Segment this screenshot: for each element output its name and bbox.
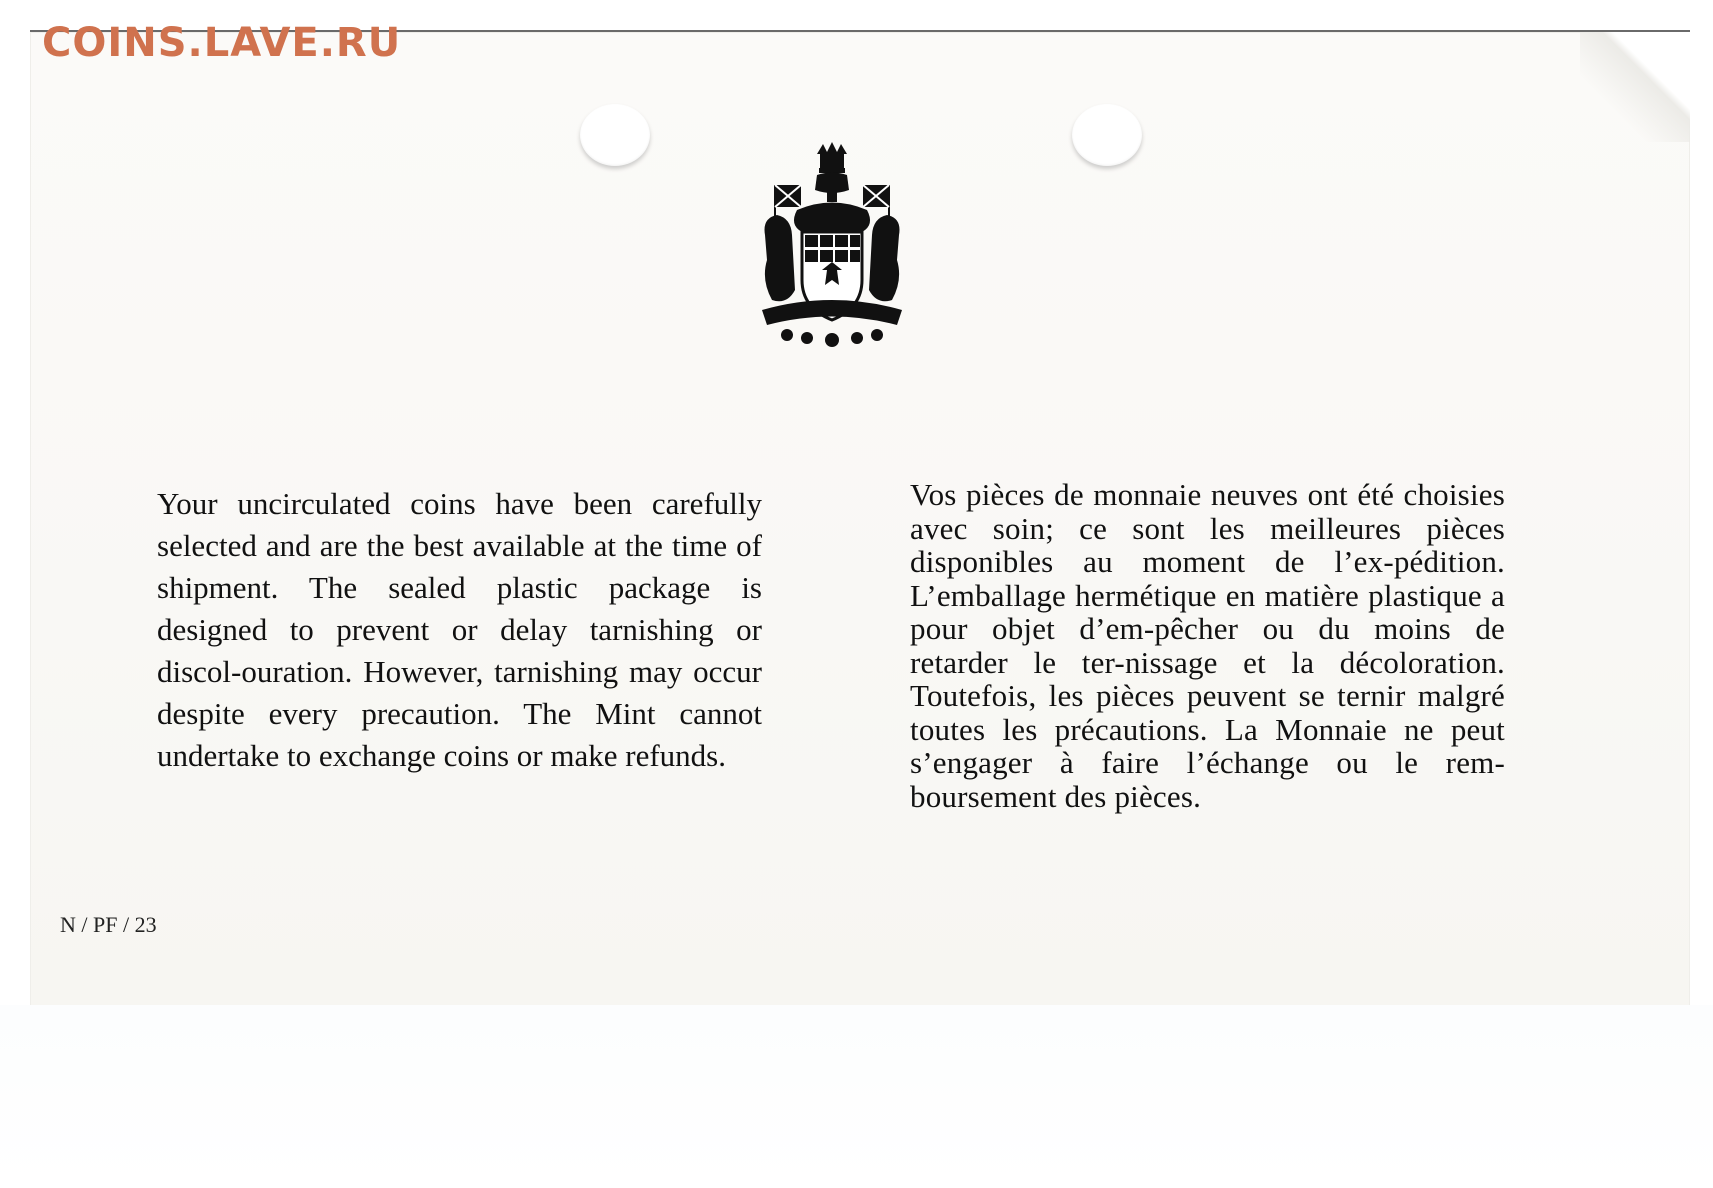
site-watermark: COINS.LAVE.RU bbox=[42, 20, 402, 66]
english-notice: Your uncirculated coins have been carefully selected and are the best available at the time of shipment. The sealed plastic package is designed to prevent or delay tarnishing or discol-ouration. However, tarnishing may occur despite every precaution. The Mint cannot undertake to exchange coins or make refunds. bbox=[157, 486, 762, 773]
mint-insert-card bbox=[30, 30, 1690, 1007]
french-notice: Vos pièces de monnaie neuves ont été choisies avec soin; ce sont les meilleures pièces disponibles au moment de l’ex-pédition. L’emballage hermétique en matière plastique a pour objet d’em-pêcher ou du moins de retarder le ter-nissage et la décoloration. Toutefois, les pièces peuvent se ternir malgré toutes les précautions. La Monnaie ne peut s’engager à faire l’échange ou le rem-boursement des pièces. bbox=[910, 477, 1505, 814]
card-corner-fold bbox=[1580, 32, 1690, 142]
punch-hole-right bbox=[1072, 104, 1142, 166]
crown-icon bbox=[817, 142, 847, 173]
scan-background bbox=[0, 1005, 1713, 1188]
form-code: N / PF / 23 bbox=[60, 912, 157, 937]
punch-hole-left bbox=[580, 104, 650, 166]
coat-of-arms-icon bbox=[757, 140, 907, 350]
